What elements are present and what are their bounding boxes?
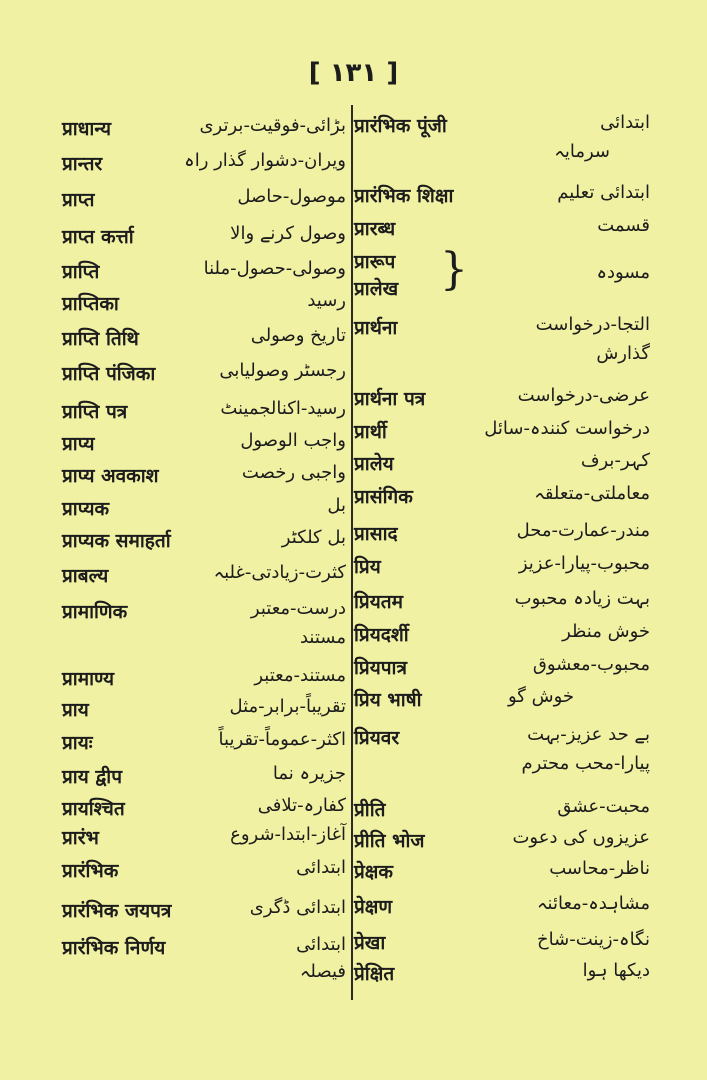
urdu-meaning-line2: سرمایہ [554,141,610,162]
hindi-term: प्राधान्य [62,118,111,140]
urdu-meaning: کہر-برف [580,450,650,471]
dictionary-entry [62,562,346,598]
dictionary-entry [62,360,346,396]
urdu-meaning: رسید-اکنالجمینٹ [220,398,346,419]
hindi-term: प्रार्थी [354,421,387,443]
urdu-meaning: بہت زیادہ محبوب [514,588,650,609]
dictionary-entry [62,729,346,765]
hindi-term: प्रारंभिक पूंजी [354,115,447,137]
dictionary-entry [62,462,346,498]
hindi-term: प्रेक्षित [354,963,395,985]
urdu-meaning-line1: درست-معتبر [250,598,346,619]
hindi-term: प्राप्ति तिथि [62,328,139,350]
urdu-meaning-line1: ابتدائی [296,934,346,955]
urdu-meaning: خوش منظر [562,621,650,642]
urdu-meaning: تقریباً-برابر-مثل [229,696,346,717]
hindi-term: प्रियतम [354,591,403,613]
urdu-meaning: مسودہ [596,262,650,283]
urdu-meaning: ناظر-محاسب [549,858,650,879]
dictionary-entry [354,960,654,996]
urdu-meaning: معاملتی-متعلقہ [534,483,650,504]
right-brace-icon: } [440,244,468,295]
hindi-term: प्रिय भाषी [354,689,422,711]
urdu-meaning: بل کلکٹر [281,527,346,548]
hindi-term: प्रेखा [354,932,386,954]
hindi-term: प्राप्य अवकाश [62,465,159,487]
urdu-meaning: کثرت-زیادتی-غلبہ [213,562,346,583]
hindi-term: प्रालेय [354,453,394,475]
hindi-term: प्राय [62,699,89,721]
hindi-term: प्राप्य [62,433,95,455]
hindi-term: प्रासंगिक [354,486,413,508]
dictionary-entry [354,588,654,624]
dictionary-entry [354,385,654,421]
urdu-meaning: آغاز-ابتدا-شروع [230,824,346,845]
hindi-term: प्रामाणिक [62,601,128,623]
urdu-meaning-line2: مستند [299,627,346,648]
urdu-meaning: عزیزوں کی دعوت [512,827,650,848]
dictionary-entry [62,223,346,259]
dictionary-entry [62,115,346,151]
hindi-term: प्राप्त [62,189,95,211]
hindi-term: प्रासाद [354,523,398,545]
urdu-meaning: محبوب-معشوق [532,654,650,675]
urdu-meaning: محبوب-پیارا-عزیز [518,553,650,574]
dictionary-entry [354,858,654,894]
hindi-term: प्रीति भोज [354,830,425,852]
hindi-term: प्रारंभिक शिक्षा [354,185,454,207]
dictionary-entry [354,724,654,788]
urdu-meaning: مستند-معتبر [254,665,346,686]
urdu-meaning [251,598,346,648]
hindi-term: प्रेक्षण [354,896,393,918]
hindi-term: प्रेक्षक [354,861,394,883]
hindi-term: प्राबल्य [62,565,109,587]
urdu-meaning: درخواست کنندہ-سائل [484,418,650,439]
dictionary-entry [62,290,346,326]
hindi-term: प्रारूप [354,251,396,273]
urdu-meaning-line2: گذارش [596,343,650,364]
urdu-meaning: ابتدائی [296,857,346,878]
hindi-term: प्राप्तिका [62,293,119,315]
hindi-term: प्राप्ति पंजिका [62,363,156,385]
urdu-meaning: نگاہ-زینت-شاخ [537,929,650,950]
urdu-meaning: بل [327,495,346,516]
dictionary-entry [62,897,346,933]
dictionary-entry [354,520,654,556]
dictionary-entry [62,824,346,860]
hindi-term: प्राप्ति [62,261,100,283]
dictionary-entry [62,598,346,658]
urdu-meaning [554,112,650,162]
hindi-term: प्राप्यक [62,498,110,520]
dictionary-entry [62,857,346,893]
urdu-meaning [296,934,346,982]
hindi-term: प्रान्तर [62,153,103,175]
column-divider [351,105,353,1000]
hindi-term: प्राप्ति पत्र [62,401,128,423]
urdu-meaning: ابتدائی تعلیم [557,182,650,203]
urdu-meaning: واجبی رخصت [241,462,346,483]
urdu-meaning [521,724,650,774]
urdu-meaning-line1: بے حد عزیز-بہت [527,724,650,745]
dictionary-entry [354,893,654,929]
urdu-meaning-line1: التجا-درخواست [535,314,650,335]
dictionary-entry [354,450,654,486]
hindi-term: प्रारंभ [62,827,99,849]
dictionary-entry [62,186,346,222]
hindi-term: प्रालेख [354,278,399,300]
dictionary-entry [62,430,346,466]
hindi-term: प्रार्थना [354,317,398,339]
hindi-term: प्राप्यक समाहर्ता [62,530,171,552]
dictionary-entry [354,215,654,251]
urdu-meaning: واجب الوصول [240,430,346,451]
hindi-term: प्रामाण्य [62,668,115,690]
dictionary-entry [354,654,654,690]
urdu-meaning: رجسٹر وصولیابی [219,360,346,381]
dictionary-entry [62,763,346,799]
dictionary-entry [354,418,654,454]
urdu-meaning: وصولی-حصول-ملنا [203,258,346,279]
urdu-meaning-line2: پیارا-محب محترم [521,753,650,774]
urdu-meaning: مندر-عمارت-محل [516,520,650,541]
urdu-meaning: خوش گو [508,686,574,707]
urdu-meaning: دیکھا ہوا [582,960,650,981]
urdu-meaning: رسید [307,290,346,311]
hindi-term: प्रारब्ध [354,218,396,240]
hindi-term: प्रियवर [354,727,400,749]
urdu-meaning: موصول-حاصل [237,186,346,207]
hindi-term: प्रारंभिक जयपत्र [62,900,172,922]
hindi-term: प्रियदर्शी [354,624,409,646]
hindi-term: प्रायश्चित [62,798,125,820]
dictionary-entry [354,112,654,172]
dictionary-entry [62,325,346,361]
dictionary-entry [62,527,346,563]
dictionary-entry [62,398,346,434]
dictionary-entry [62,696,346,732]
dictionary-entry [354,621,654,657]
urdu-meaning: مشاہدہ-معائنہ [536,893,650,914]
urdu-meaning: محبت-عشق [557,796,650,817]
hindi-term: प्रारंभिक निर्णय [62,937,166,959]
urdu-meaning: کفارہ-تلافی [257,795,346,816]
urdu-meaning: ابتدائی ڈگری [249,897,346,918]
urdu-meaning: عرضی-درخواست [517,385,650,406]
page-number: [ ١٣١ ] [308,58,399,88]
urdu-meaning: تاریخ وصولی [250,325,346,346]
urdu-meaning: ویران-دشوار گذار راہ [184,150,346,171]
hindi-term: प्रार्थना पत्र [354,388,426,410]
dictionary-entry [354,314,654,374]
hindi-term: प्रायः [62,732,93,754]
dictionary-entry [62,934,346,990]
urdu-meaning: قسمت [597,215,650,236]
dictionary-entry [354,483,654,519]
dictionary-entry [354,553,654,589]
hindi-term: प्रिय [354,556,381,578]
urdu-meaning: وصول کرنے والا [230,223,346,244]
hindi-term: प्राय द्वीप [62,766,123,788]
dictionary-entry [62,258,346,294]
urdu-meaning-line2: فیصلہ [299,961,346,982]
urdu-meaning: بڑائی-فوقیت-برتری [199,115,346,136]
dictionary-entry [354,686,654,722]
urdu-meaning: اکثر-عموماً-تقریباً [218,729,346,750]
urdu-meaning: جزیرہ نما [272,763,346,784]
hindi-term: प्रियपात्र [354,657,407,679]
hindi-term: प्राप्त कर्त्ता [62,226,134,248]
urdu-meaning-line1: ابتدائی [600,112,650,133]
dictionary-entry [354,182,654,218]
urdu-meaning [536,314,650,364]
dictionary-entry-group [354,244,654,304]
dictionary-entry [62,150,346,186]
hindi-term: प्रारंभिक [62,860,119,882]
hindi-term: प्रीति [354,799,386,821]
dictionary-entry [62,495,346,531]
